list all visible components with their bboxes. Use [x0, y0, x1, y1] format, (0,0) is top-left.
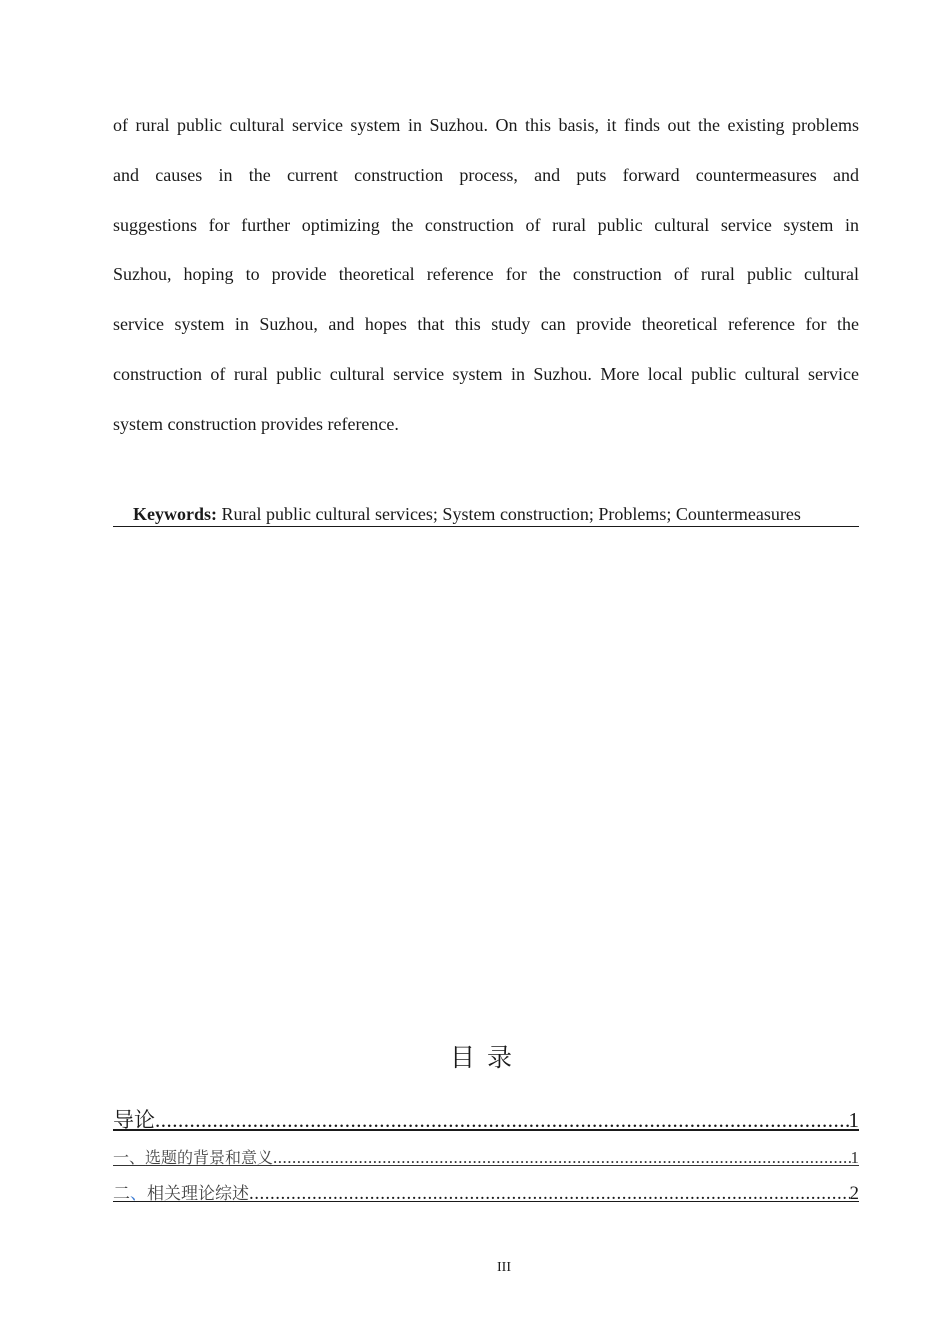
keywords-line [113, 502, 859, 527]
keywords-label: Keywords: [133, 504, 217, 524]
toc-page-number: 1 [848, 1108, 859, 1132]
keywords-text: Rural public cultural services; System construction; Problems; Countermeasures [217, 504, 801, 524]
toc-page-number: 1 [850, 1148, 859, 1167]
abstract-line: of rural public cultural service system in Suzhou. On this basis, it finds out the existing problems [113, 115, 859, 135]
toc-entry-introduction[interactable] [113, 1106, 859, 1134]
toc-entry-label [113, 1181, 249, 1207]
toc-entry-title: 相关理论综述 [147, 1184, 249, 1204]
toc-entry-separator: 、 [129, 1148, 146, 1167]
toc-entry-number: 二 [113, 1184, 130, 1204]
toc-title: 目录 [449, 1043, 524, 1072]
abstract-line: and causes in the current construction process, and puts forward countermeasures and [113, 164, 859, 185]
toc-entry-label [113, 1146, 273, 1170]
toc-entry-background[interactable] [113, 1146, 859, 1170]
toc-entry-theory-review[interactable] [113, 1181, 859, 1207]
abstract-line: suggestions for further optimizing the construction of rural public cultural service system in [113, 214, 859, 235]
page-number-footer: III [497, 1260, 511, 1275]
toc-entry-separator: 、 [130, 1184, 147, 1204]
abstract-body [113, 101, 859, 450]
abstract-line: construction of rural public cultural service system in Suzhou. More local public cultural service [113, 363, 859, 384]
toc-leader-dots [249, 1181, 850, 1207]
toc-leader-dots [273, 1146, 850, 1170]
toc-entry-label: 导论 [113, 1108, 155, 1132]
abstract-line: service system in Suzhou, and hopes that this study can provide theoretical reference for the [113, 314, 859, 335]
abstract-line: system construction provides reference. [113, 413, 399, 434]
toc-entry-number: 一 [113, 1148, 130, 1167]
toc-entry-title: 选题的背景和意义 [145, 1148, 274, 1167]
toc-page-number: 2 [849, 1183, 859, 1204]
toc-leader-dots [155, 1106, 849, 1134]
abstract-line: Suzhou, hoping to provide theoretical reference for the construction of rural public cultural [113, 264, 859, 285]
